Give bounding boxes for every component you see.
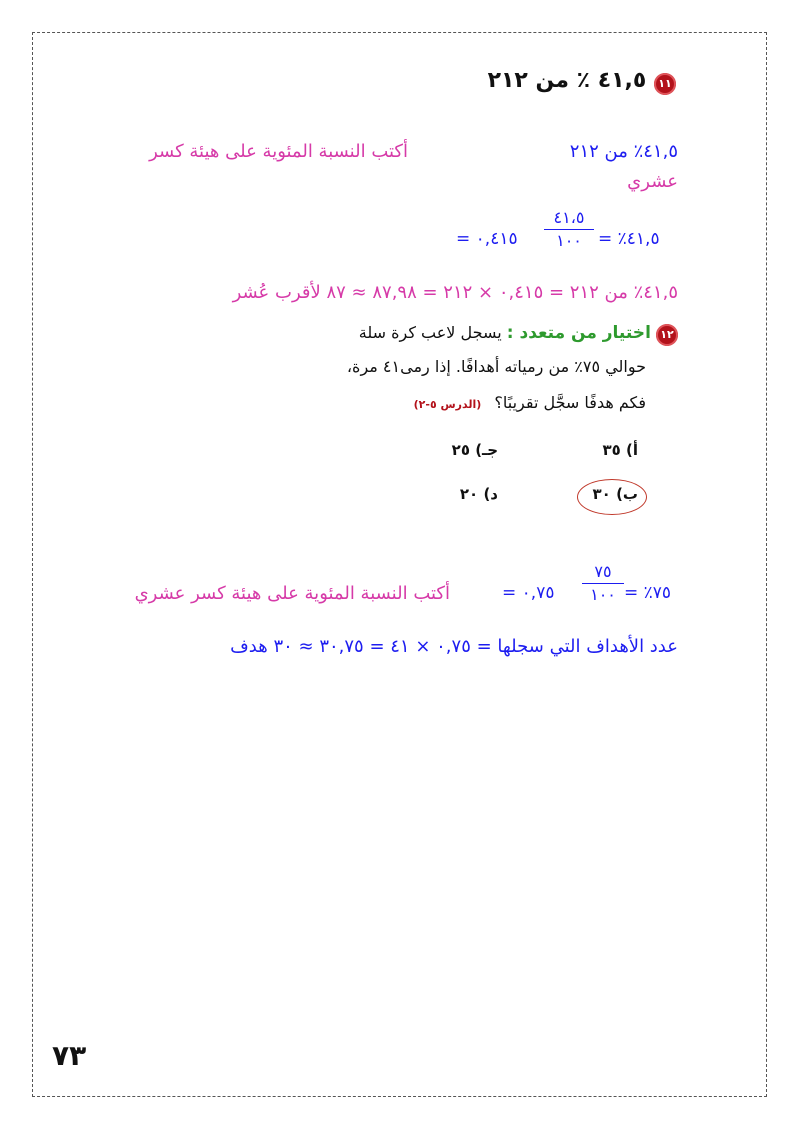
q11-title: ٤١,٥ ٪ من ٢١٢ [487,68,647,93]
q11-header [488,68,676,95]
q11-result: ٤١,٥٪ من ٢١٢ = ٠,٤١٥ × ٢١٢ = ٨٧,٩٨ ≈ ٨٧ لأقرب عُشر [232,282,678,303]
q12-label: اختيار من متعدد : [506,323,651,343]
q11-frac-bar [544,229,594,230]
q11-eq-right: = ٠,٤١٥ [456,229,518,249]
q12-option-c[interactable]: جـ) ٢٥ [451,441,498,459]
q12-result: عدد الأهداف التي سجلها = ٠,٧٥ × ٤١ = ٣٠,٧٥ ≈ ٣٠ هدف [230,636,678,657]
q11-note-a: أكتب النسبة المئوية على هيئة كسر [149,141,408,162]
q12-option-d[interactable]: د) ٢٠ [459,485,498,503]
q12-line3 [414,393,646,412]
q11-frac-denominator: ١٠٠ [556,231,582,250]
q11-line1-value: ٤١,٥٪ من ٢١٢ [569,141,678,162]
q12-frac-denominator: ١٠٠ [590,585,616,604]
q12-number-badge: ١٢ [656,324,678,346]
q12-frac-numerator: ٧٥ [594,562,612,581]
q12-text2: حوالي ٧٥٪ من رمياته أهدافًا. إذا رمى٤١ مرة، [346,357,646,376]
page-number: ٧٣ [52,1039,87,1072]
q11-eq-left: ٤١,٥٪ = [598,229,660,249]
q12-line1 [359,323,678,346]
q12-text1: يسجل لاعب كرة سلة [358,323,502,342]
q12-note: أكتب النسبة المئوية على هيئة كسر عشري [134,583,450,604]
q12-eq-right: = ٠,٧٥ [502,583,555,603]
q12-frac-bar [582,583,624,584]
q11-frac-numerator: ٤١،٥ [553,208,585,227]
q12-lesson-ref: (الدرس ٥-٢) [413,398,482,411]
q11-note-b: عشري [627,171,678,192]
q12-fraction [582,563,624,604]
q12-option-a[interactable]: أ) ٣٥ [602,441,638,459]
q12-eq-left: ٧٥٪ = [624,583,672,603]
q12-option-b[interactable]: ب) ٣٠ [592,485,638,503]
q11-number-badge: ١١ [654,73,676,95]
answer-circle [577,479,647,515]
q11-fraction [544,209,594,250]
q12-text3: فكم هدفًا سجَّل تقريبًا؟ [494,393,646,412]
